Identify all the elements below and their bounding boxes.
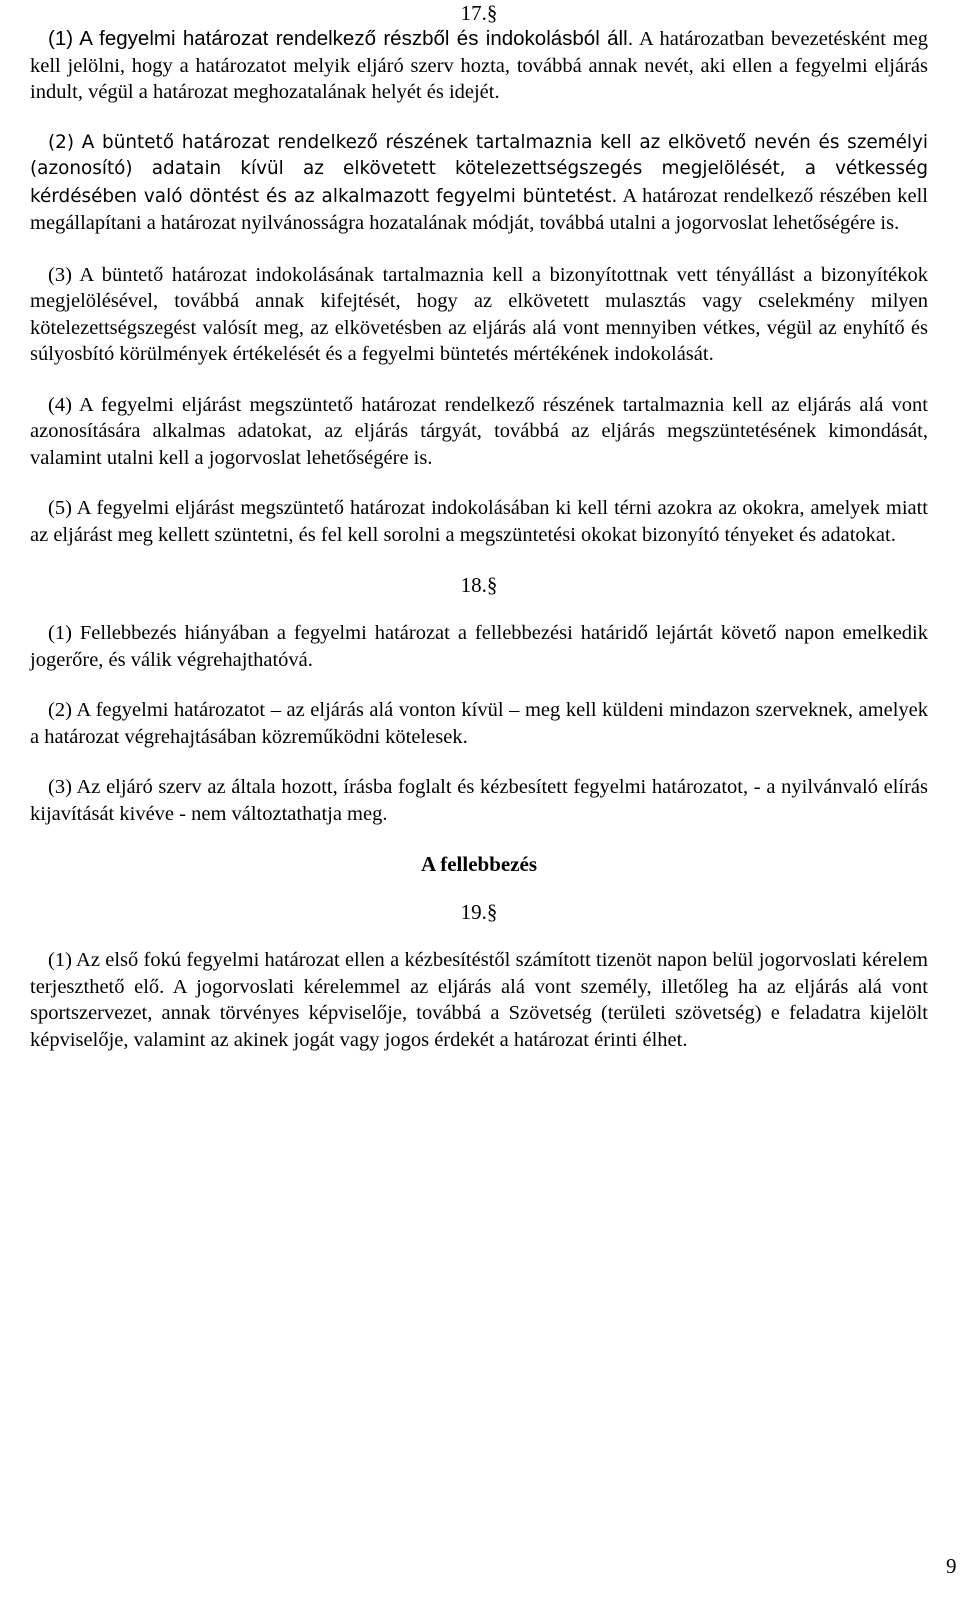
paragraph-17-1-rest: A határozatban bevezetésként meg kell jelölni, hogy a határozatot melyik eljáró szerv hozta, továbbá annak nevét, aki ellen a fegyelmi eljárás indult, végül a határozat meghozatalának helyét és idejét. xyxy=(30,28,929,103)
paragraph-17-2 xyxy=(30,130,928,238)
paragraph-18-3: (3) Az eljáró szerv az általa hozott, írásba foglalt és kézbesített fegyelmi határozatot, - a nyilvánvaló elírás kijavítását kivéve - nem változtathatja meg. xyxy=(30,776,928,825)
paragraph-17-2-rest: A határozat rendelkező részében kell megállapítani a határozat nyilvánosságra hozatalának módját, továbbá utalni a jogorvoslat lehetőségére is. xyxy=(30,184,929,234)
section-number-18: 18.§ xyxy=(460,573,498,597)
paragraph-19-1: (1) Az első fokú fegyelmi határozat ellen a kézbesítéstől számított tizenöt napon belül jogorvoslati kérelem terjeszthető elő. A jogorvoslati kérelemmel az eljárás alá vont személy, illetőleg ha az eljárás alá vont sportszervezet, annak törvényes képviselője, továbbá a Szövetség (területi szövetség) e feladatra kijelölt képviselője, valamint az akinek jogát vagy jogos érdekét a határozat érinti élhet. xyxy=(30,949,928,1051)
page-number: 9 xyxy=(946,1554,957,1578)
paragraph-17-1 xyxy=(30,26,928,106)
paragraph-17-2-lead: (2) A büntető határozat rendelkező részének tartalmaznia kell az elkövető nevén és személyi (azonosító) adatain kívül az elkövetett kötelezettségszegés megjelölését, a vétkesség kérdésében való döntést és az alkalmazott fegyelmi büntetést. xyxy=(30,131,928,207)
paragraph-18-1: (1) Fellebbezés hiányában a fegyelmi határozat a fellebbezési határidő lejártát követő napon emelkedik jogerőre, és válik végrehajthatóvá. xyxy=(30,622,928,671)
document-page xyxy=(30,0,928,1077)
paragraph-17-1-lead: (1) A fegyelmi határozat rendelkező részből és indokolásból áll. xyxy=(48,27,634,50)
section-heading-fellebbezes: A fellebbezés xyxy=(420,852,538,876)
paragraph-17-3: (3) A büntető határozat indokolásának tartalmaznia kell a bizonyítottnak vett tényállást a bizonyítékok megjelölésével, továbbá annak kifejtését, hogy az elkövetett mulasztás vagy cselekmény milyen kötelezettségszegést valósít meg, az elkövetésben az eljárás alá vont mennyiben vétkes, végül az enyhítő és súlyosbító körülmények értékelését és a fegyelmi büntetés mértékének indokolását. xyxy=(30,263,928,365)
section-number-17: 17.§ xyxy=(460,1,498,25)
section-number-19: 19.§ xyxy=(460,900,498,924)
paragraph-18-2: (2) A fegyelmi határozatot – az eljárás alá vonton kívül – meg kell küldeni mindazon szerveknek, amelyek a határozat végrehajtásában közreműködni kötelesek. xyxy=(30,699,928,748)
paragraph-17-4: (4) A fegyelmi eljárást megszüntető határozat rendelkező részének tartalmaznia kell az eljárás alá vont azonosítására alkalmas adatokat, az eljárás tárgyát, továbbá az eljárás megszüntetésének kimondását, valamint utalni kell a jogorvoslat lehetőségére is. xyxy=(30,393,928,469)
paragraph-17-5: (5) A fegyelmi eljárást megszüntető határozat indokolásában ki kell térni azokra az okokra, amelyek miatt az eljárást meg kellett szüntetni, és fel kell sorolni a megszüntetési okokat bizonyító tényeket és adatokat. xyxy=(30,497,928,546)
